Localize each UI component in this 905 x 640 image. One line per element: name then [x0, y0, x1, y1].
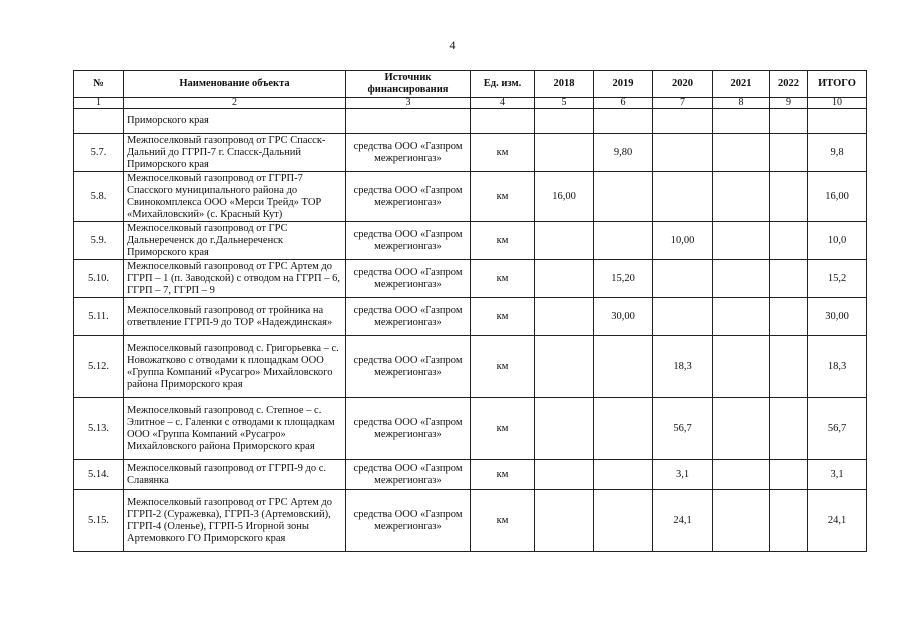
funding-source: средства ООО «Газпром межрегионгаз»: [346, 398, 471, 460]
value-2021: [713, 134, 770, 172]
object-name: Межпоселковый газопровод от ГРС Артем до ГГРП – 1 (п. Заводской) с отводом на ГГРП – 6, ГГРП – 7, ГГРП – 9: [124, 260, 346, 298]
value-2021: [713, 222, 770, 260]
unit: км: [471, 134, 535, 172]
object-name: Межпоселковый газопровод от ГГРП-7 Спасского муниципального района до Свинокомплекса ООО «Мерси Трейд» ТОР «Михайловский» (с. Красный Кут): [124, 172, 346, 222]
unit: км: [471, 336, 535, 398]
value-2018: [535, 298, 594, 336]
investment-table: [73, 70, 867, 552]
value-2019: [594, 336, 653, 398]
value-2020: [653, 260, 713, 298]
value-2019: 9,80: [594, 134, 653, 172]
column-number: 6: [594, 98, 653, 109]
value-2021: [713, 490, 770, 552]
value-2019: [594, 172, 653, 222]
value-2022: [770, 336, 808, 398]
header-name: Наименование объекта: [124, 71, 346, 98]
table-row: [74, 336, 867, 398]
funding-source: средства ООО «Газпром межрегионгаз»: [346, 222, 471, 260]
table-row: [74, 460, 867, 490]
continuation-text: Приморского края: [124, 109, 346, 134]
column-number: 10: [808, 98, 867, 109]
header-2020: 2020: [653, 71, 713, 98]
page-number: 4: [449, 38, 456, 52]
object-name: Межпоселковый газопровод от ГГРП-9 до с. Славянка: [124, 460, 346, 490]
value-2020: 56,7: [653, 398, 713, 460]
column-number: 1: [74, 98, 124, 109]
value-2018: [535, 336, 594, 398]
unit: км: [471, 260, 535, 298]
value-2019: [594, 490, 653, 552]
value-2022: [770, 222, 808, 260]
continuation-row: [74, 109, 867, 134]
funding-source: средства ООО «Газпром межрегионгаз»: [346, 172, 471, 222]
value-2021: [713, 336, 770, 398]
value-2022: [770, 398, 808, 460]
value-2019: [594, 398, 653, 460]
value-2019: 30,00: [594, 298, 653, 336]
value-2019: 15,20: [594, 260, 653, 298]
value-2018: [535, 460, 594, 490]
header-2019: 2019: [594, 71, 653, 98]
value-2020: 24,1: [653, 490, 713, 552]
object-name: Межпоселковый газопровод от ГРС Дальнереченск до г.Дальнереченск Приморского края: [124, 222, 346, 260]
column-number: 9: [770, 98, 808, 109]
unit: км: [471, 460, 535, 490]
header-2018: 2018: [535, 71, 594, 98]
header-2021: 2021: [713, 71, 770, 98]
header-total: ИТОГО: [808, 71, 867, 98]
value-total: 3,1: [808, 460, 867, 490]
unit: км: [471, 222, 535, 260]
value-2021: [713, 298, 770, 336]
column-number-row: [74, 98, 867, 109]
value-2020: 18,3: [653, 336, 713, 398]
table-row: [74, 298, 867, 336]
value-2021: [713, 398, 770, 460]
value-2022: [770, 460, 808, 490]
value-2022: [770, 298, 808, 336]
header-num: №: [74, 71, 124, 98]
value-total: 9,8: [808, 134, 867, 172]
unit: км: [471, 298, 535, 336]
table-row: [74, 260, 867, 298]
value-2019: [594, 460, 653, 490]
row-number: 5.14.: [74, 460, 124, 490]
header-unit: Ед. изм.: [471, 71, 535, 98]
value-2020: [653, 172, 713, 222]
header-2022: 2022: [770, 71, 808, 98]
value-2020: [653, 298, 713, 336]
value-2021: [713, 172, 770, 222]
column-number: 3: [346, 98, 471, 109]
table-row: [74, 398, 867, 460]
object-name: Межпоселковый газопровод от ГРС Спасск-Дальний до ГГРП-7 г. Спасск-Дальний Приморского края: [124, 134, 346, 172]
funding-source: средства ООО «Газпром межрегионгаз»: [346, 298, 471, 336]
value-2018: 16,00: [535, 172, 594, 222]
value-2018: [535, 260, 594, 298]
header-source: Источник финансирования: [346, 71, 471, 98]
value-total: 56,7: [808, 398, 867, 460]
funding-source: средства ООО «Газпром межрегионгаз»: [346, 460, 471, 490]
value-2022: [770, 490, 808, 552]
value-total: 16,00: [808, 172, 867, 222]
row-number: 5.13.: [74, 398, 124, 460]
value-2018: [535, 490, 594, 552]
value-2018: [535, 398, 594, 460]
column-number: 2: [124, 98, 346, 109]
header-row: [74, 71, 867, 98]
value-2022: [770, 260, 808, 298]
column-number: 4: [471, 98, 535, 109]
object-name: Межпоселковый газопровод с. Григорьевка – с. Новожатково с отводами к площадкам ООО «Группа Компаний «Русагро» Михайловского района Приморского края: [124, 336, 346, 398]
column-number: 5: [535, 98, 594, 109]
row-number: 5.11.: [74, 298, 124, 336]
object-name: Межпоселковый газопровод от тройника на ответвление ГГРП-9 до ТОР «Надеждинская»: [124, 298, 346, 336]
unit: км: [471, 398, 535, 460]
value-2021: [713, 260, 770, 298]
object-name: Межпоселковый газопровод с. Степное – с. Элитное – с. Галенки с отводами к площадкам ООО «Группа Компаний «Русагро» Михайловского района Приморского края: [124, 398, 346, 460]
value-total: 30,00: [808, 298, 867, 336]
unit: км: [471, 172, 535, 222]
unit: км: [471, 490, 535, 552]
value-2021: [713, 460, 770, 490]
table-row: [74, 490, 867, 552]
funding-source: средства ООО «Газпром межрегионгаз»: [346, 336, 471, 398]
value-total: 10,0: [808, 222, 867, 260]
row-number: 5.7.: [74, 134, 124, 172]
column-number: 7: [653, 98, 713, 109]
value-2022: [770, 134, 808, 172]
value-2020: 3,1: [653, 460, 713, 490]
funding-source: средства ООО «Газпром межрегионгаз»: [346, 260, 471, 298]
value-total: 15,2: [808, 260, 867, 298]
value-total: 18,3: [808, 336, 867, 398]
table-row: [74, 134, 867, 172]
value-2019: [594, 222, 653, 260]
funding-source: средства ООО «Газпром межрегионгаз»: [346, 134, 471, 172]
row-number: 5.9.: [74, 222, 124, 260]
column-number: 8: [713, 98, 770, 109]
table-row: [74, 222, 867, 260]
value-2018: [535, 134, 594, 172]
row-number: 5.10.: [74, 260, 124, 298]
row-number: 5.15.: [74, 490, 124, 552]
value-2020: 10,00: [653, 222, 713, 260]
value-total: 24,1: [808, 490, 867, 552]
object-name: Межпоселковый газопровод от ГРС Артем до ГГРП-2 (Суражевка), ГГРП-3 (Артемовский), ГГРП-4 (Оленье), ГГРП-5 Игорной зоны Артемовкого ГО Приморского края: [124, 490, 346, 552]
row-number: 5.12.: [74, 336, 124, 398]
value-2022: [770, 172, 808, 222]
table-row: [74, 172, 867, 222]
value-2020: [653, 134, 713, 172]
row-number: 5.8.: [74, 172, 124, 222]
value-2018: [535, 222, 594, 260]
funding-source: средства ООО «Газпром межрегионгаз»: [346, 490, 471, 552]
